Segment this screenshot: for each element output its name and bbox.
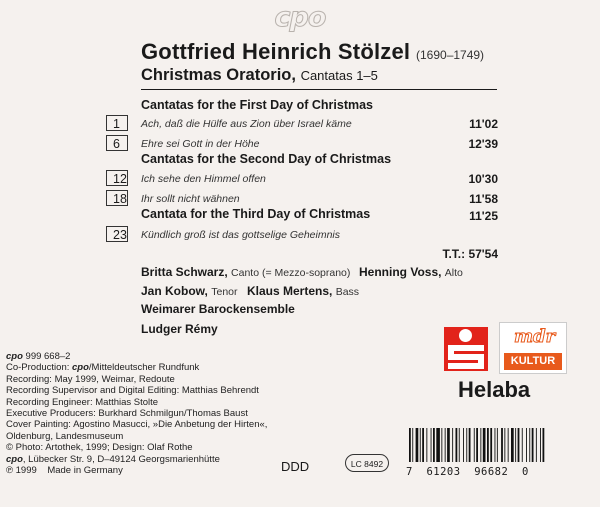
track-row xyxy=(106,190,498,208)
performer-name: Henning Voss, xyxy=(359,265,442,279)
credit-line: © Photo: Artothek, 1999; Design: Olaf Rothe xyxy=(6,442,193,454)
barcode-bar xyxy=(441,428,442,462)
credits-block xyxy=(6,351,267,476)
barcode-bar xyxy=(409,428,411,462)
barcode-bar xyxy=(543,428,545,462)
track-row xyxy=(106,115,498,133)
barcode-bar xyxy=(490,428,492,462)
barcode-bar xyxy=(426,428,427,462)
work-title-main: Christmas Oratorio, xyxy=(141,66,296,84)
barcode-bar xyxy=(476,428,478,462)
barcode xyxy=(407,428,597,462)
track-row xyxy=(106,135,498,153)
barcode-bar xyxy=(526,428,527,462)
track-title: Ihr sollt nicht wähnen xyxy=(141,193,240,205)
track-title: Ich sehe den Himmel offen xyxy=(141,173,266,185)
barcode-bar xyxy=(495,428,496,462)
credit-line: ℗ 1999 Made in Germany xyxy=(6,465,123,477)
performer-role: Bass xyxy=(335,286,360,298)
mdr-logo-text: mdr xyxy=(514,326,556,347)
barcode-bar xyxy=(532,428,534,462)
section-duration: 11'25 xyxy=(469,209,498,223)
sparkasse-dot xyxy=(459,329,472,342)
barcode-bar xyxy=(508,428,509,462)
barcode-bar xyxy=(536,428,537,462)
kultur-label: KULTUR xyxy=(504,353,562,370)
track-duration: 11'02 xyxy=(469,117,498,131)
performer-line xyxy=(247,284,359,298)
ensemble xyxy=(141,302,295,316)
track-number: 6 xyxy=(106,135,128,151)
barcode-bar xyxy=(515,428,516,462)
track-row xyxy=(106,170,498,188)
barcode-bar xyxy=(416,428,419,462)
credit-text: Co-Production: xyxy=(6,362,70,374)
track-number: 23 xyxy=(106,226,128,242)
composer-name: Gottfried Heinrich Stölzel xyxy=(141,39,411,64)
label-code: LC 8492 xyxy=(345,454,389,472)
cpo-logo: cpo xyxy=(274,2,326,33)
credit-cpo-label: cpo xyxy=(72,362,89,374)
performer-line xyxy=(141,284,238,298)
performer-name: Britta Schwarz, xyxy=(141,265,228,279)
credit-cpo-label: cpo xyxy=(6,351,23,362)
barcode-bar xyxy=(420,428,421,462)
barcode-bar xyxy=(487,428,489,462)
barcode-bar xyxy=(501,428,503,462)
credit-text: /Mitteldeutscher Rundfunk xyxy=(88,362,200,374)
credit-line: Recording Engineer: Matthias Stolte xyxy=(6,396,159,408)
barcode-bar xyxy=(529,428,530,462)
performer-role: Tenor xyxy=(211,286,238,298)
credit-line: Cover Painting: Agostino Masucci, »Die Anbetung der Hirten«, xyxy=(6,419,268,431)
credit-cpo-label: cpo xyxy=(6,453,23,465)
ensemble-name: Weimarer Barockensemble xyxy=(141,302,295,316)
credit-line xyxy=(6,362,267,373)
credit-line: Executive Producers: Burkhard Schmilgun/Thomas Baust xyxy=(6,408,248,420)
barcode-bar xyxy=(412,428,413,462)
sparkasse-bar xyxy=(448,363,484,369)
credit-line: Recording Supervisor and Digital Editing: Matthias Behrendt xyxy=(6,385,259,397)
track-title: Ehre sei Gott in der Höhe xyxy=(141,138,260,150)
performer-role: Canto (= Mezzo-soprano) xyxy=(231,267,351,279)
barcode-bar xyxy=(463,428,464,462)
catalog-number-value: 999 668–2 xyxy=(25,351,71,362)
track-duration: 11'58 xyxy=(469,192,498,206)
section-title: Cantatas for the Second Day of Christmas xyxy=(141,152,392,166)
catalog-number xyxy=(6,351,267,362)
credit-line: Oldenburg, Landesmuseum xyxy=(6,430,124,442)
mdr-kultur-logo xyxy=(499,322,567,374)
ddd-code: DDD xyxy=(281,459,310,474)
header-divider xyxy=(141,89,497,90)
barcode-number: 7 61203 96682 0 xyxy=(406,466,529,478)
performer-line xyxy=(359,265,463,279)
barcode-bar xyxy=(504,428,505,462)
performer-name: Jan Kobow, xyxy=(141,284,208,298)
sparkasse-bar xyxy=(448,345,454,360)
track-duration: 10'30 xyxy=(468,172,498,186)
barcode-bar xyxy=(497,428,498,462)
track-number: 18 xyxy=(106,190,128,206)
section-title: Cantatas for the First Day of Christmas xyxy=(141,98,373,112)
barcode-bar xyxy=(483,428,486,462)
barcode-bar xyxy=(436,428,440,462)
barcode-bar xyxy=(433,428,435,462)
conductor-name: Ludger Rémy xyxy=(141,322,218,336)
barcode-bar xyxy=(518,428,520,462)
credit-line xyxy=(6,454,267,465)
track-title: Kündlich groß ist das gottselige Geheimnis xyxy=(141,229,341,241)
barcode-bar xyxy=(474,428,475,462)
barcode-bar xyxy=(452,428,453,462)
credit-line: Recording: May 1999, Weimar, Redoute xyxy=(6,373,175,385)
barcode-bar xyxy=(466,428,467,462)
composer-dates: (1690–1749) xyxy=(416,48,485,62)
barcode-bar xyxy=(422,428,424,462)
barcode-bar xyxy=(511,428,514,462)
barcode-bar xyxy=(459,428,460,462)
conductor xyxy=(141,322,218,336)
credit-text: , Lübecker Str. 9, D–49124 Georgsmarienhütte xyxy=(22,453,220,465)
helaba-logo: Helaba xyxy=(458,377,531,402)
track-number: 1 xyxy=(106,115,128,131)
total-time: T.T.: 57'54 xyxy=(442,247,498,261)
section-title: Cantata for the Third Day of Christmas xyxy=(141,207,371,221)
barcode-bar xyxy=(456,428,458,462)
work-subtitle: Cantatas 1–5 xyxy=(300,68,378,83)
barcode-bar xyxy=(540,428,541,462)
performer-name: Klaus Mertens, xyxy=(247,284,333,298)
work-title xyxy=(141,66,378,85)
track-title: Ach, daß die Hülfe aus Zion über Israel käme xyxy=(141,118,352,130)
track-duration: 12'39 xyxy=(468,137,498,151)
barcode-bar xyxy=(480,428,481,462)
barcode-bar xyxy=(431,428,432,462)
track-row xyxy=(106,226,498,244)
performer-line xyxy=(141,265,350,279)
barcode-bar xyxy=(447,428,450,462)
barcode-bar xyxy=(522,428,523,462)
track-number: 12 xyxy=(106,170,128,186)
barcode-bar xyxy=(445,428,446,462)
performer-role: Alto xyxy=(444,267,463,279)
sparkasse-logo xyxy=(444,327,488,371)
barcode-bar xyxy=(469,428,471,462)
